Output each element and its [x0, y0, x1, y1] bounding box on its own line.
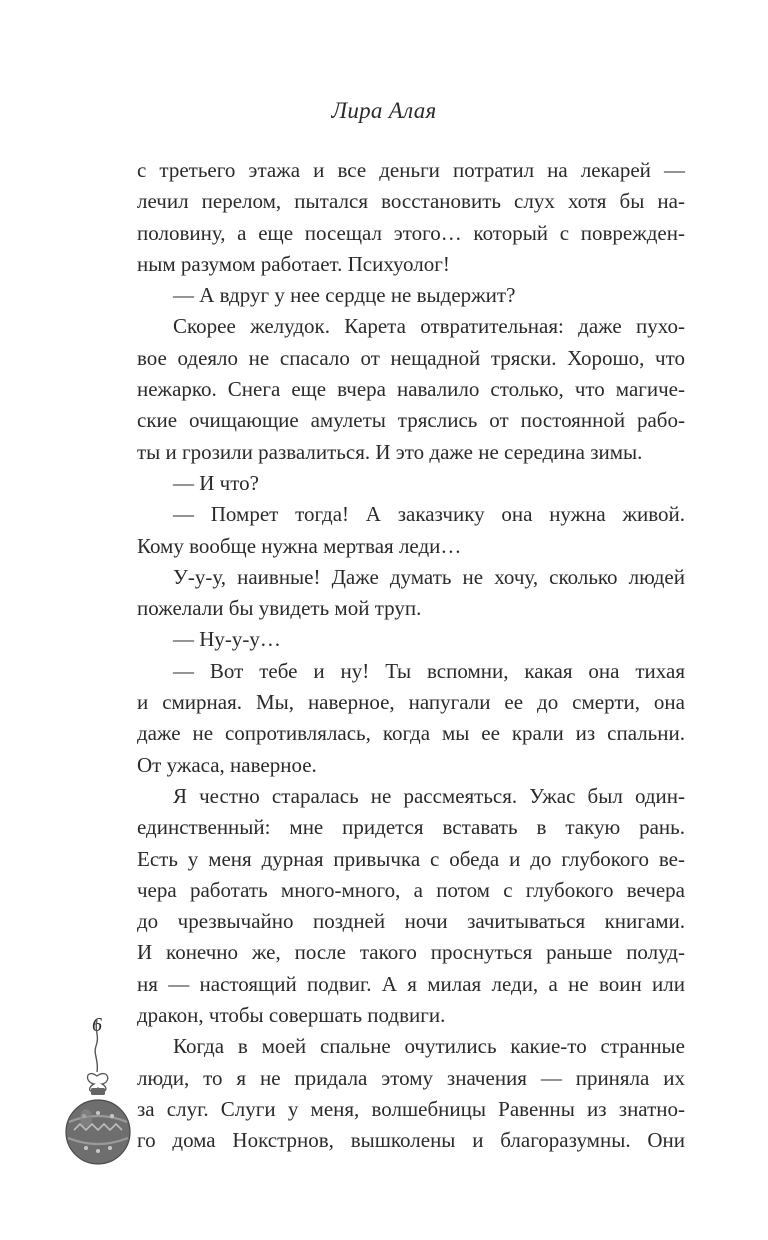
text-line: Я честно старалась не рассмеяться. Ужас был один- — [173, 783, 685, 808]
text-line: — А вдруг у нее сердце не выдержит? — [173, 283, 516, 308]
text-line: — Вот тебе и ну! Ты вспомни, какая она тихая — [173, 658, 685, 683]
text-line: вое одеяло не спасало от нещадной тряски. Хорошо, что — [137, 345, 685, 370]
text-line: — Помрет тогда! А заказчику она нужна живой. — [173, 502, 685, 527]
text-line: дракон, чтобы совершать подвиги. — [137, 1003, 446, 1028]
text-line: — И что? — [173, 470, 259, 495]
text-line: люди, то я не придала этому значения — приняла их — [137, 1065, 685, 1090]
text-line: Есть у меня дурная привычка с обеда и до глубокого ве- — [137, 846, 685, 871]
text-line: нежарко. Снега еще вчера навалило столько, что магиче- — [137, 377, 685, 402]
text-line: половину, а еще посещал этого… который с поврежден- — [137, 220, 685, 245]
text-line: ские очищающие амулеты тряслись от постоянной рабо- — [137, 408, 685, 433]
text-line: единственный: мне придется вставать в такую рань. — [137, 815, 685, 840]
text-line: Скорее желудок. Карета отвратительная: даже пухо- — [173, 314, 685, 339]
text-line: с третьего этажа и все деньги потратил на лекарей — — [137, 158, 685, 182]
text-line: го дома Нокстрнов, вышколены и благоразумны. Они — [137, 1128, 685, 1153]
text-line: и смирная. Мы, наверное, напугали ее до смерти, она — [137, 690, 685, 715]
text-line: У-у-у, наивные! Даже думать не хочу, сколько людей — [173, 564, 685, 589]
text-line: Кому вообще нужна мертвая леди… — [137, 533, 462, 558]
text-line: даже не сопротивлялась, когда мы ее крали из спальни. — [137, 721, 685, 746]
text-line: до чрезвычайно поздней ночи зачитываться книгами. — [137, 909, 685, 934]
running-title: Лира Алая — [331, 98, 437, 123]
text-line: ня — настоящий подвиг. А я милая леди, а не воин или — [137, 971, 685, 996]
text-line: И конечно же, после такого проснуться раньше полуд- — [137, 940, 685, 965]
text-line: за слуг. Слуги у меня, волшебницы Равенны из знатно- — [137, 1096, 685, 1121]
text-line: лечил перелом, пытался восстановить слух хотя бы на- — [137, 189, 685, 214]
christmas-bauble-icon — [64, 1018, 134, 1170]
text-line: чера работать много-много, а потом с глубокого вечера — [137, 877, 685, 902]
text-line: пожелали бы увидеть мой труп. — [137, 596, 422, 621]
page-number: 6 — [92, 1014, 102, 1036]
text-line: От ужаса, наверное. — [137, 752, 317, 777]
text-line: Когда в моей спальне очутились какие-то странные — [173, 1034, 685, 1059]
text-line: — Ну-у-у… — [173, 627, 281, 652]
text-line: ным разумом работает. Психуолог! — [137, 251, 450, 276]
text-line: ты и грозили развалиться. И это даже не середина зимы. — [137, 439, 643, 464]
body-text — [137, 155, 685, 1157]
